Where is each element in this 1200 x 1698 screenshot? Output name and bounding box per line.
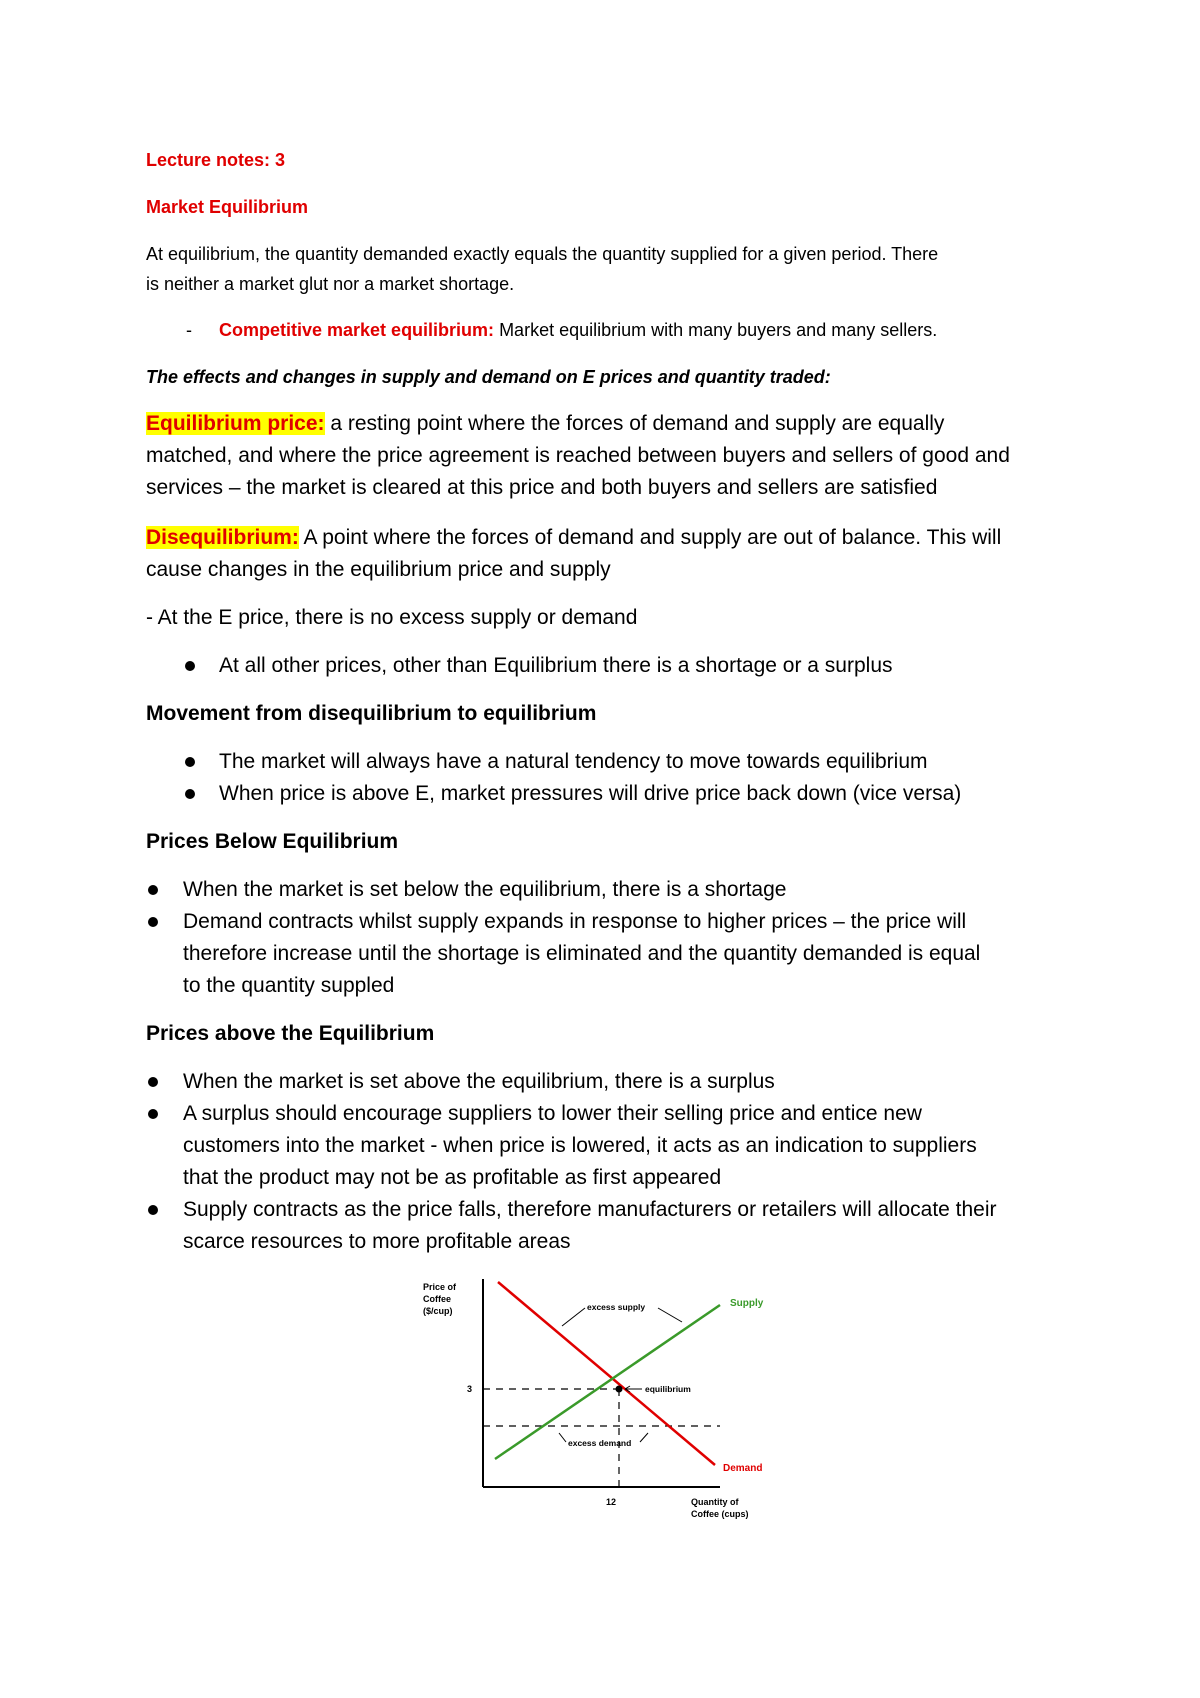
eq-price-line-3: services – the market is cleared at this price and both buyers and sellers are satisfied (146, 476, 938, 499)
above-heading: Prices above the Equilibrium (146, 1022, 435, 1045)
section-title: Market Equilibrium (146, 197, 309, 217)
movement-bullet-1: The market will always have a natural tendency to move towards equilibrium (219, 750, 928, 773)
above-bullet-2-line-1: A surplus should encourage suppliers to lower their selling price and entice new (183, 1102, 922, 1125)
bullet-icon (148, 1109, 158, 1119)
below-bullet-2-line-3: to the quantity suppled (183, 974, 395, 997)
eq-price-line-1 (146, 408, 1076, 440)
competitive-text: Market equilibrium with many buyers and many sellers. (494, 320, 938, 340)
y-axis-label-line-1: Price of (423, 1282, 457, 1292)
excess-supply-pointer-left (562, 1308, 585, 1326)
supply-curve (495, 1305, 720, 1459)
effects-heading: The effects and changes in supply and demand on E prices and quantity traded: (146, 367, 831, 387)
list-dash: - (186, 320, 192, 340)
lecture-title: Lecture notes: 3 (146, 150, 286, 170)
supply-demand-chart (420, 1275, 810, 1525)
excess-demand-pointer-left (559, 1433, 566, 1442)
eq-price-term: Equilibrium price: (146, 412, 325, 435)
diseq-line-2: cause changes in the equilibrium price and supply (146, 558, 611, 581)
competitive-item (219, 316, 1149, 344)
bullet-icon (185, 789, 195, 799)
below-bullet-2-line-1: Demand contracts whilst supply expands in response to higher prices – the price will (183, 910, 967, 933)
intro-line-2: is neither a market glut nor a market shortage. (146, 274, 515, 294)
supply-label: Supply (730, 1298, 764, 1309)
bullet-icon (148, 885, 158, 895)
above-bullet-3-line-1: Supply contracts as the price falls, therefore manufacturers or retailers will allocate their (183, 1198, 997, 1221)
diseq-line-1 (146, 522, 1076, 554)
diseq-term: Disequilibrium: (146, 526, 299, 549)
eq-price-text-1: a resting point where the forces of demand and supply are equally (324, 412, 945, 435)
other-prices-item: At all other prices, other than Equilibrium there is a shortage or a surplus (219, 654, 893, 677)
y-tick-label: 3 (467, 1384, 473, 1394)
below-bullet-2-line-2: therefore increase until the shortage is eliminated and the quantity demanded is equal (183, 942, 981, 965)
below-heading: Prices Below Equilibrium (146, 830, 399, 853)
competitive-term: Competitive market equilibrium: (219, 320, 495, 340)
intro-line-1: At equilibrium, the quantity demanded exactly equals the quantity supplied for a given period. There (146, 244, 939, 264)
excess-supply-pointer-right (658, 1308, 682, 1322)
above-bullet-2-line-3: that the product may not be as profitable as first appeared (183, 1166, 722, 1189)
below-bullet-1: When the market is set below the equilibrium, there is a shortage (183, 878, 787, 901)
bullet-icon (185, 757, 195, 767)
excess-demand-label: excess demand (568, 1438, 632, 1448)
movement-bullet-2: When price is above E, market pressures will drive price back down (vice versa) (219, 782, 962, 805)
eq-price-line-2: matched, and where the price agreement is reached between buyers and sellers of good and (146, 444, 1010, 467)
excess-demand-pointer-right (640, 1433, 648, 1442)
bullet-icon (148, 1077, 158, 1087)
diseq-text-1: A point where the forces of demand and supply are out of balance. This will (298, 526, 1002, 549)
above-bullet-1: When the market is set above the equilibrium, there is a surplus (183, 1070, 775, 1093)
equilibrium-label: equilibrium (645, 1384, 691, 1394)
equilibrium-point (616, 1386, 623, 1393)
e-price-note: - At the E price, there is no excess supply or demand (146, 606, 638, 629)
movement-heading: Movement from disequilibrium to equilibrium (146, 702, 597, 725)
bullet-icon (148, 1205, 158, 1215)
above-bullet-2-line-2: customers into the market - when price is lowered, it acts as an indication to suppliers (183, 1134, 977, 1157)
above-bullet-3-line-2: scarce resources to more profitable areas (183, 1230, 571, 1253)
x-axis-label-line-1: Quantity of (691, 1497, 739, 1507)
y-axis-label-line-2: Coffee (423, 1294, 452, 1304)
x-axis-label-line-2: Coffee (cups) (691, 1509, 749, 1519)
x-tick-label: 12 (606, 1497, 617, 1507)
excess-supply-label: excess supply (587, 1302, 646, 1312)
bullet-icon (185, 661, 195, 671)
demand-label: Demand (723, 1463, 763, 1474)
y-axis-label-line-3: ($/cup) (423, 1306, 453, 1316)
bullet-icon (148, 917, 158, 927)
